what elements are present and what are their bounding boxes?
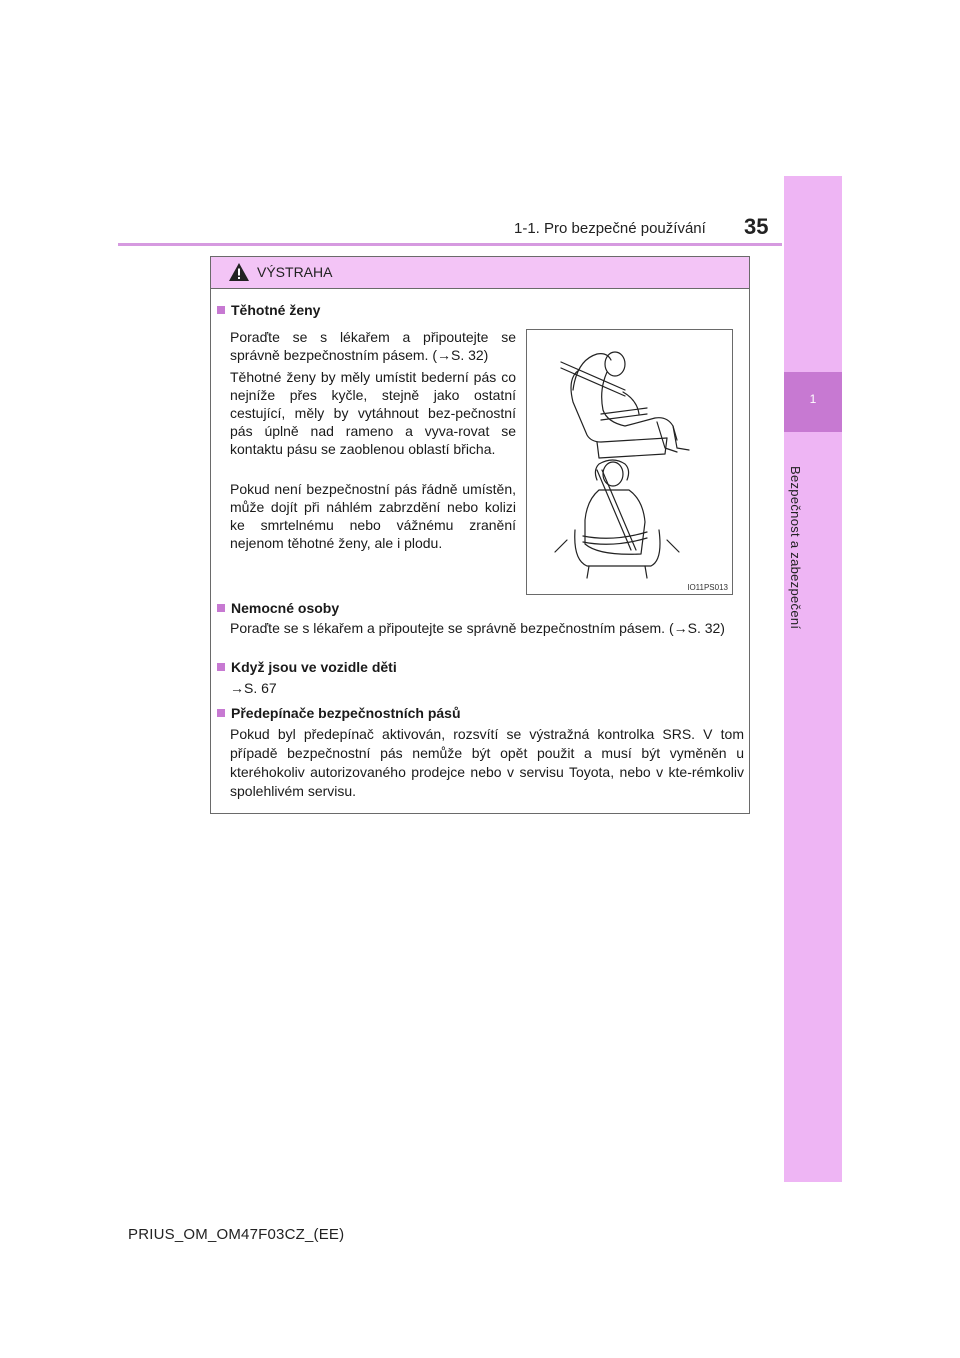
section-title-text: Předepínače bezpečnostních pásů <box>231 705 461 721</box>
section-pregnant-women-title <box>217 302 320 318</box>
square-bullet-icon <box>217 604 225 612</box>
square-bullet-icon <box>217 663 225 671</box>
section-heading: 1-1. Pro bezpečné používání <box>514 220 706 237</box>
section-sick-persons-title <box>217 600 339 616</box>
warning-header <box>211 257 749 289</box>
section-children-title <box>217 659 397 675</box>
warning-box <box>210 256 750 814</box>
chapter-side-tab <box>784 176 842 1182</box>
chapter-label: Bezpečnost a zabezpečení <box>788 466 803 630</box>
illustration-code: IO11PS013 <box>687 583 728 592</box>
paragraph: Těhotné ženy by měly umístit bederní pás co nejníže přes kyčle, stejně jako ostatní cestující, měly by vytáhnout bez-pečnostní pás úplně nad rameno a vyva-rovat se kontaktu pásu se zaoblenou oblastí břicha. <box>230 369 516 457</box>
page-reference: →S. 67 <box>230 680 277 696</box>
section-title-text: Když jsou ve vozidle děti <box>231 659 397 675</box>
chapter-number: 1 <box>809 392 817 406</box>
warning-title: VÝSTRAHA <box>257 264 333 280</box>
square-bullet-icon <box>217 709 225 717</box>
pregnant-seatbelt-illustration <box>526 329 733 595</box>
section-pretensioners-title <box>217 705 461 721</box>
square-bullet-icon <box>217 306 225 314</box>
document-code-footer: PRIUS_OM_OM47F03CZ_(EE) <box>128 1226 345 1243</box>
warning-triangle-icon <box>228 262 250 282</box>
paragraph: Poraďte se s lékařem a připoutejte se správně bezpečnostním pásem. (→S. 32) <box>230 620 725 636</box>
section-title-text: Nemocné osoby <box>231 600 340 616</box>
paragraph: Poraďte se s lékařem a připoutejte se správně bezpečnostním pásem. (→S. 32) <box>230 329 516 363</box>
page-number: 35 <box>744 214 769 239</box>
seatbelt-figure-image <box>527 330 732 580</box>
paragraph: Pokud byl předepínač aktivován, rozsvítí se výstražná kontrolka SRS. V tom případě bezpečnostní pás nemůže být opět použit a musí být vyměněn u kteréhokoliv autorizovaného prodejce nebo v servisu Toyota, nebo v kte-rémkoliv spolehlivém servisu. <box>230 726 744 799</box>
paragraph: Pokud není bezpečnostní pás řádně umístěn, může dojít při náhlém zabrzdění nebo kolizi ke smrtelnému nebo vážnému zranění nejenom těhotné ženy, ale i plodu. <box>230 481 516 551</box>
section-title-text: Těhotné ženy <box>231 302 321 318</box>
header-divider <box>118 243 782 246</box>
